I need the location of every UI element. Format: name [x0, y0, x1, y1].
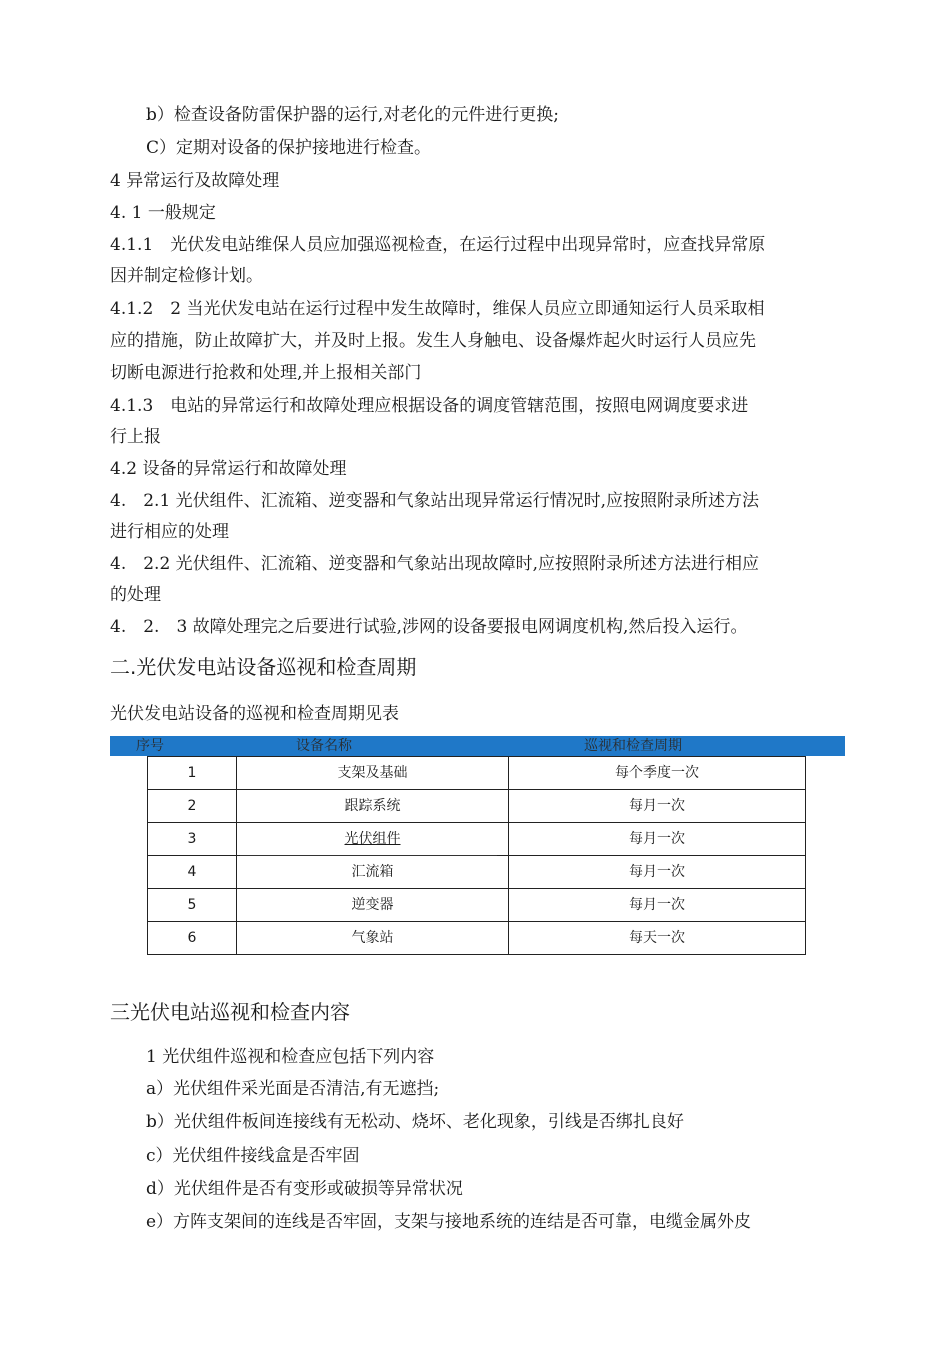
text-line: 4. 2.2 光伏组件、汇流箱、逆变器和气象站出现故障时,应按照附录所述方法进行相应: [110, 554, 760, 574]
section-heading-4: 4 异常运行及故障处理: [110, 171, 280, 191]
table-header-period: 巡视和检查周期: [584, 738, 682, 754]
text-line: 切断电源进行抢救和处理,并上报相关部门: [110, 363, 422, 383]
text-line: b）光伏组件板间连接线有无松动、烧坏、老化现象，引线是否绑扎良好: [146, 1112, 684, 1132]
cell-period: 每月一次: [509, 856, 806, 889]
text-line: 4. 2. 3 故障处理完之后要进行试验,涉网的设备要报电网调度机构,然后投入运行。: [110, 617, 748, 637]
text-line: 4.1.3 电站的异常运行和故障处理应根据设备的调度管辖范围，按照电网调度要求进: [110, 396, 749, 416]
cell-period: 每个季度一次: [509, 757, 806, 790]
text-line: c）光伏组件接线盒是否牢固: [146, 1146, 360, 1166]
table-header-device: 设备名称: [296, 738, 352, 754]
text-line: 的处理: [110, 585, 161, 605]
cell-device: 气象站: [237, 922, 509, 955]
cell-index: 3: [148, 823, 237, 856]
section-heading-3: 三光伏电站巡视和检查内容: [110, 1000, 350, 1024]
table-row: [148, 889, 806, 922]
cell-index: 6: [148, 922, 237, 955]
text-line: e）方阵支架间的连线是否牢固，支架与接地系统的连结是否可靠，电缆金属外皮: [146, 1212, 752, 1232]
cell-period: 每月一次: [509, 889, 806, 922]
table-row: [148, 757, 806, 790]
cell-device: [237, 823, 509, 856]
cell-period: 每天一次: [509, 922, 806, 955]
cell-period: 每月一次: [509, 823, 806, 856]
text-line: d）光伏组件是否有变形或破损等异常状况: [146, 1179, 463, 1199]
text-line: 4.1.1 光伏发电站维保人员应加强巡视检查，在运行过程中出现异常时，应查找异常原: [110, 235, 766, 255]
text-line: 应的措施，防止故障扩大，并及时上报。发生人身触电、设备爆炸起火时运行人员应先: [110, 331, 756, 351]
text-line: 进行相应的处理: [110, 522, 229, 542]
cell-device: 汇流箱: [237, 856, 509, 889]
cell-device: 逆变器: [237, 889, 509, 922]
table-row: [148, 922, 806, 955]
text-line: 4. 2.1 光伏组件、汇流箱、逆变器和气象站出现异常运行情况时,应按照附录所述方法: [110, 491, 760, 511]
subsection-heading-4-1: 4. 1 一般规定: [110, 203, 216, 223]
cell-period: 每月一次: [509, 790, 806, 823]
section-heading-2: 二.光伏发电站设备巡视和检查周期: [110, 655, 417, 679]
cell-index: 5: [148, 889, 237, 922]
text-line: C）定期对设备的保护接地进行检查。: [146, 138, 432, 158]
subsection-heading-4-2: 4.2 设备的异常运行和故障处理: [110, 459, 347, 479]
text-line: b）检查设备防雷保护器的运行,对老化的元件进行更换;: [146, 105, 560, 125]
cell-index: 2: [148, 790, 237, 823]
text-line: 行上报: [110, 427, 161, 447]
text-line: 1 光伏组件巡视和检查应包括下列内容: [146, 1047, 435, 1067]
table-intro: 光伏发电站设备的巡视和检查周期见表: [110, 704, 399, 724]
table-header-index: 序号: [136, 738, 164, 754]
table-header-bar: [110, 736, 845, 756]
cell-device: 跟踪系统: [237, 790, 509, 823]
table-underline-mark: [240, 855, 497, 856]
cell-index: 4: [148, 856, 237, 889]
cell-device-text: 光伏组件: [344, 831, 401, 847]
text-line: 因并制定检修计划。: [110, 266, 263, 286]
cell-index: 1: [148, 757, 237, 790]
table-row: [148, 823, 806, 856]
table-row: [148, 856, 806, 889]
text-line: 4.1.2 2 当光伏发电站在运行过程中发生故障时，维保人员应立即通知运行人员采取相: [110, 299, 765, 319]
text-line: a）光伏组件采光面是否清洁,有无遮挡;: [146, 1079, 440, 1099]
table-row: [148, 790, 806, 823]
cell-device: 支架及基础: [237, 757, 509, 790]
